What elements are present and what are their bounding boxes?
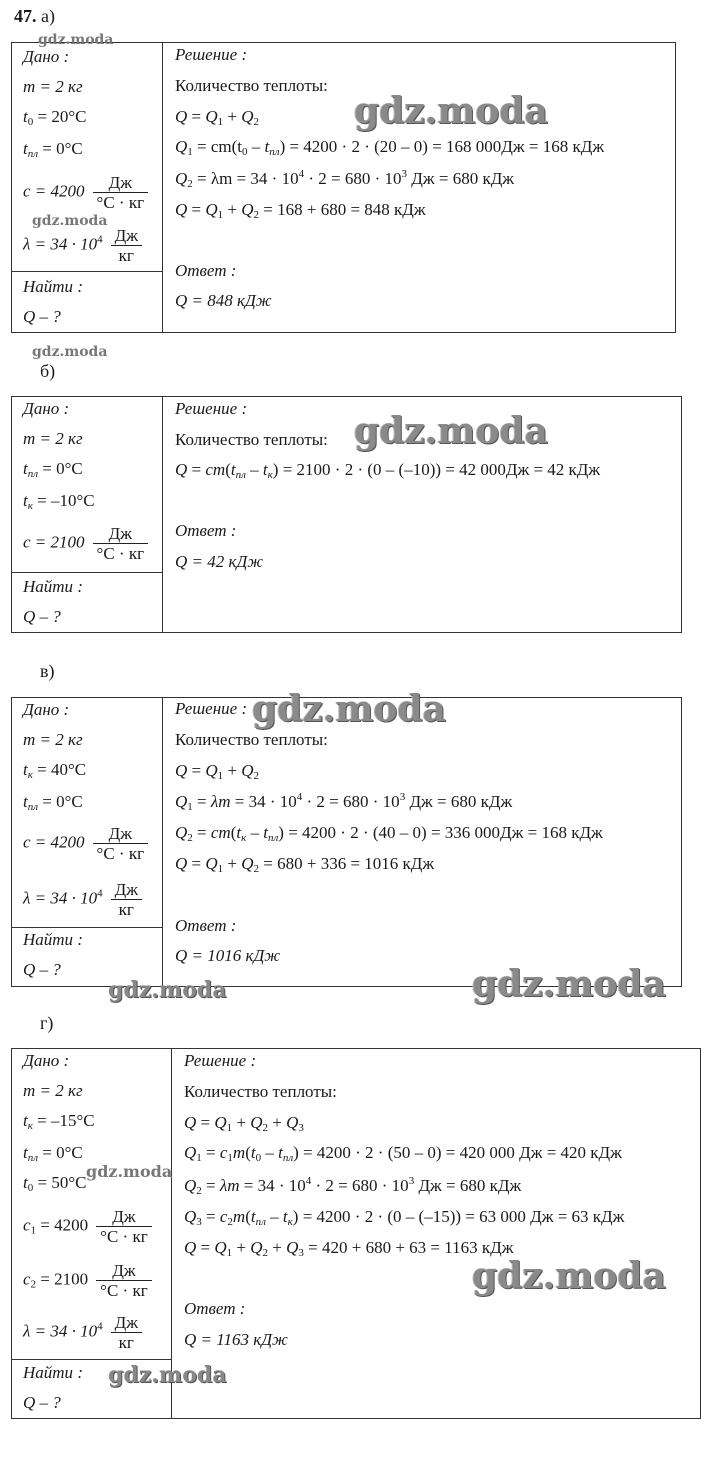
watermark: gdz.moda — [354, 410, 548, 452]
solution-heading: Решение : — [175, 399, 248, 418]
solution-heading: Решение : — [184, 1051, 257, 1070]
part-b-box — [11, 396, 682, 633]
watermark: gdz.moda — [32, 344, 108, 360]
find-q: Q – ? — [23, 1393, 61, 1412]
watermark: gdz.moda — [86, 1162, 173, 1181]
part-b-find — [12, 572, 163, 632]
solution-title: Количество теплоты: — [184, 1082, 337, 1101]
find-q: Q – ? — [23, 960, 61, 979]
watermark: gdz.moda — [32, 213, 108, 229]
answer-heading: Ответ : — [175, 261, 237, 280]
part-c-box — [11, 697, 682, 987]
answer-value: Q = 1016 кДж — [175, 946, 281, 965]
part-b-label: б) — [40, 361, 56, 381]
given-lambda: $\lambda = 34 \cdot 10^4$ $\frac{Дж}{кг}$ — [23, 226, 142, 265]
part-d-label: г) — [40, 1013, 54, 1033]
given-t0: $t_0 = 20^\circ C$ — [23, 107, 87, 128]
solution-line-2: $Q_1 = c_1m(t_0 - t_{пл}) = 4200 \cdot 2 \cdot (50 - 0) = 420$ 000 Дж = 420 кДж — [184, 1143, 622, 1164]
find-heading: Найти : — [23, 277, 83, 296]
solution-heading: Решение : — [175, 45, 248, 64]
watermark: gdz.moda — [472, 1255, 666, 1297]
given-mass: m = 2 кг — [23, 429, 83, 448]
answer-value: Q = 42 кДж — [175, 552, 264, 571]
given-c: c = 4200 $\frac{Дж}{^\circ C \cdot кг}$ — [23, 173, 148, 212]
part-d-solution — [172, 1049, 700, 1418]
find-heading: Найти : — [23, 930, 83, 949]
given-heading: Дано : — [23, 47, 70, 66]
given-mass: m = 2 кг — [23, 730, 83, 749]
solution-heading: Решение : — [175, 699, 248, 718]
given-t0: $t_0 = 50^\circ C$ — [23, 1173, 87, 1194]
solution-line-1: $Q = Q_1 + Q_2$ — [175, 761, 260, 782]
part-d-given — [12, 1049, 172, 1359]
answer-heading: Ответ : — [175, 521, 237, 540]
find-q: Q – ? — [23, 307, 61, 326]
given-tpl: $t_{пл} = 0^\circ C$ — [23, 459, 83, 480]
solution-line-4: $Q = Q_1 + Q_2 = 680 + 336 = 1016$ кДж — [175, 854, 435, 875]
given-c1: $c_1 = 4200$ $\frac{Дж}{^\circ C \cdot кг}$ — [23, 1207, 152, 1246]
solution-line-1: $Q = cm(t_{пл} - t_к) = 2100 \cdot 2 \cdot (0 - (-10)) = 42$ 000Дж = 42 кДж — [175, 460, 601, 481]
part-a-given — [12, 43, 163, 271]
solution-line-4: $Q = Q_1 + Q_2 = 168 + 680 = 848$ кДж — [175, 200, 426, 221]
given-heading: Дано : — [23, 1051, 70, 1070]
watermark: gdz.moda — [354, 90, 548, 132]
answer-heading: Ответ : — [184, 1299, 246, 1318]
watermark: gdz.moda — [38, 32, 114, 48]
given-heading: Дано : — [23, 700, 70, 719]
solution-line-3: $Q_2 = cm(t_к - t_{пл}) = 4200 \cdot 2 \cdot (40 - 0) = 336$ 000Дж = 168 кДж — [175, 823, 603, 844]
given-c: c = 2100 $\frac{Дж}{^\circ C \cdot кг}$ — [23, 524, 148, 563]
watermark: gdz.moda — [472, 963, 666, 1005]
given-mass: m = 2 кг — [23, 77, 83, 96]
given-lambda: $\lambda = 34 \cdot 10^4$ $\frac{Дж}{кг}$ — [23, 880, 142, 919]
given-tpl: $t_{пл} = 0^\circ C$ — [23, 1143, 83, 1164]
given-mass: m = 2 кг — [23, 1081, 83, 1100]
find-heading: Найти : — [23, 1363, 83, 1382]
answer-heading: Ответ : — [175, 916, 237, 935]
solution-title: Количество теплоты: — [175, 76, 328, 95]
problem-number: 47. а) — [14, 6, 55, 26]
solution-title: Количество теплоты: — [175, 430, 328, 449]
solution-line-2: $Q_1 = cm(t_0 - t_{пл}) = 4200 \cdot 2 \cdot (20 - 0) = 168$ 000Дж = 168 кДж — [175, 137, 605, 158]
given-tk: $t_к = -15^\circ C$ — [23, 1111, 95, 1132]
given-lambda: $\lambda = 34 \cdot 10^4$ $\frac{Дж}{кг}$ — [23, 1313, 142, 1352]
part-a-find — [12, 271, 163, 332]
given-tpl: $t_{пл} = 0^\circ C$ — [23, 139, 83, 160]
solution-line-1: $Q = Q_1 + Q_2 + Q_3$ — [184, 1113, 304, 1134]
watermark: gdz.moda — [252, 688, 446, 730]
part-b-given — [12, 397, 163, 572]
answer-value: Q = 848 кДж — [175, 291, 272, 310]
part-a-solution — [163, 43, 675, 332]
solution-line-3: $Q_2 = \lambda m = 34 \cdot 10^4 \cdot 2 = 680 \cdot 10^3$ Дж = 680 кДж — [184, 1175, 522, 1197]
watermark: gdz.moda — [108, 977, 227, 1003]
solution-line-5: $Q = Q_1 + Q_2 + Q_3 = 420 + 680 + 63 = 1163$ кДж — [184, 1238, 514, 1259]
part-a-box — [11, 42, 676, 333]
solution-line-2: $Q_1 = \lambda m = 34 \cdot 10^4 \cdot 2 = 680 \cdot 10^3$ Дж = 680 кДж — [175, 791, 513, 813]
solution-line-3: $Q_2 = \lambda m = 34 \cdot 10^4 \cdot 2 = 680 \cdot 10^3$ Дж = 680 кДж — [175, 168, 515, 190]
given-tpl: $t_{пл} = 0^\circ C$ — [23, 792, 83, 813]
given-tk: $t_к = -10^\circ C$ — [23, 491, 95, 512]
solution-line-1: $Q = Q_1 + Q_2$ — [175, 107, 260, 128]
find-q: Q – ? — [23, 607, 61, 626]
find-heading: Найти : — [23, 577, 83, 596]
given-c: c = 4200 $\frac{Дж}{^\circ C \cdot кг}$ — [23, 824, 148, 863]
watermark: gdz.moda — [108, 1362, 227, 1388]
given-tk: $t_к = 40^\circ C$ — [23, 760, 87, 781]
given-c2: $c_2 = 2100$ $\frac{Дж}{^\circ C \cdot кг}$ — [23, 1261, 152, 1300]
answer-value: Q = 1163 кДж — [184, 1330, 288, 1349]
solution-title: Количество теплоты: — [175, 730, 328, 749]
solution-line-4: $Q_3 = c_2m(t_{пл} - t_к) = 4200 \cdot 2 \cdot (0 - (-15)) = 63$ 000 Дж = 63 кДж — [184, 1207, 625, 1228]
part-c-label: в) — [40, 661, 55, 681]
part-c-given — [12, 698, 163, 927]
part-c-solution — [163, 698, 681, 986]
given-heading: Дано : — [23, 399, 70, 418]
